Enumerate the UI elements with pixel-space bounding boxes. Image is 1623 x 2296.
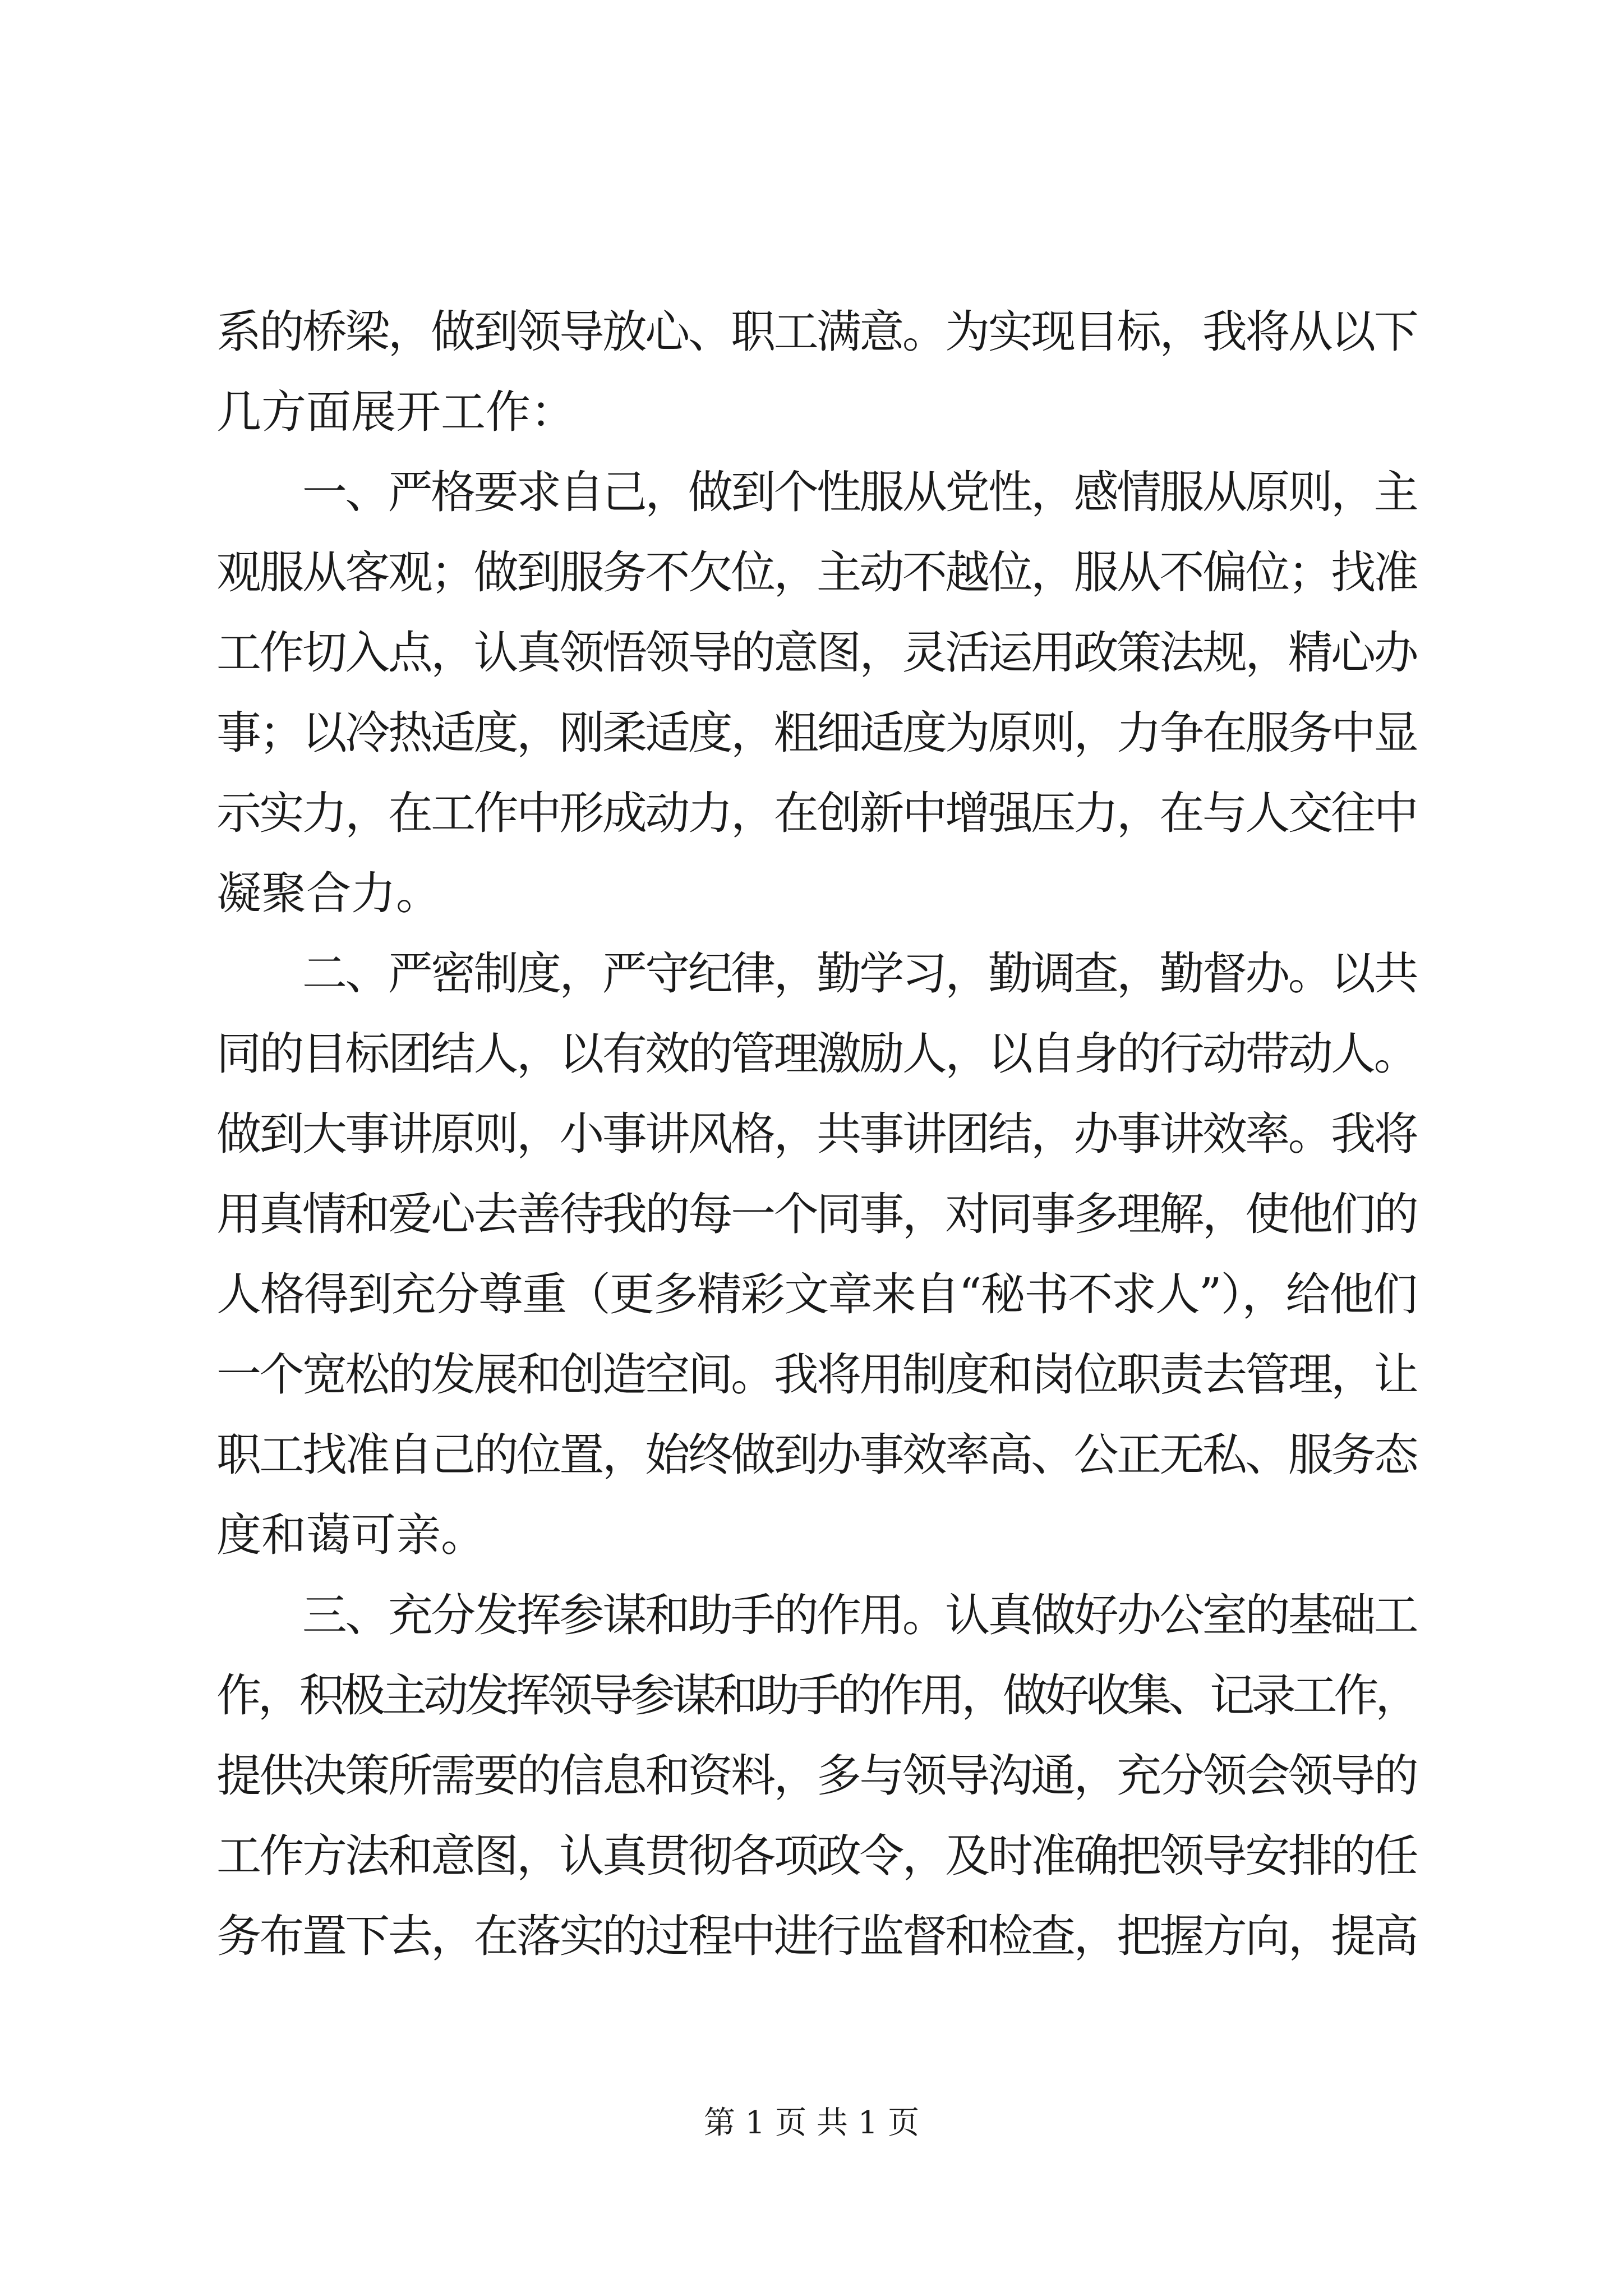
- text-line: 示实力，在工作中形成动力，在创新中增强压力，在与人交往中: [216, 787, 1417, 839]
- text-line: 几方面展开工作：: [216, 386, 575, 438]
- text-line: 一个宽松的发展和创造空间。我将用制度和岗位职责去管理，让: [216, 1349, 1417, 1401]
- text-line: 三、充分发挥参谋和助手的作用。认真做好办公室的基础工: [216, 1589, 1417, 1641]
- text-line: 提供决策所需要的信息和资料，多与领导沟通，充分领会领导的: [216, 1750, 1417, 1802]
- text-line: 度和蔼可亲。: [216, 1509, 486, 1561]
- text-line: 做到大事讲原则，小事讲风格，共事讲团结，办事讲效率。我将: [216, 1108, 1417, 1160]
- text-line: 职工找准自己的位置，始终做到办事效率高、公正无私、服务态: [216, 1429, 1417, 1481]
- text-line: 务布置下去，在落实的过程中进行监督和检查，把握方向，提高: [216, 1910, 1417, 1962]
- text-line: 人格得到充分尊重（更多精彩文章来自“秘书不求人”），给他们: [216, 1268, 1417, 1320]
- text-line: 工作方法和意图，认真贯彻各项政令，及时准确把领导安排的任: [216, 1830, 1417, 1882]
- text-line: 作，积极主动发挥领导参谋和助手的作用，做好收集、记录工作，: [216, 1669, 1417, 1722]
- text-line: 工作切入点，认真领悟领导的意图，灵活运用政策法规，精心办: [216, 627, 1417, 679]
- text-line: 系的桥梁，做到领导放心、职工满意。为实现目标，我将从以下: [216, 306, 1417, 358]
- document-body: [216, 292, 1417, 1976]
- text-line: 一、严格要求自己，做到个性服从党性，感情服从原则，主: [216, 466, 1417, 518]
- text-line: 二、严密制度，严守纪律，勤学习，勤调查，勤督办。以共: [216, 947, 1417, 1000]
- text-line: 事；以冷热适度，刚柔适度，粗细适度为原则，力争在服务中显: [216, 707, 1417, 759]
- page-number-footer: 第 1 页 共 1 页: [703, 2105, 920, 2141]
- text-line: 同的目标团结人，以有效的管理激励人，以自身的行动带动人。: [216, 1028, 1417, 1080]
- text-line: 用真情和爱心去善待我的每一个同事，对同事多理解，使他们的: [216, 1188, 1417, 1240]
- text-line: 观服从客观；做到服务不欠位，主动不越位，服从不偏位；找准: [216, 546, 1417, 599]
- text-line: 凝聚合力。: [216, 867, 441, 919]
